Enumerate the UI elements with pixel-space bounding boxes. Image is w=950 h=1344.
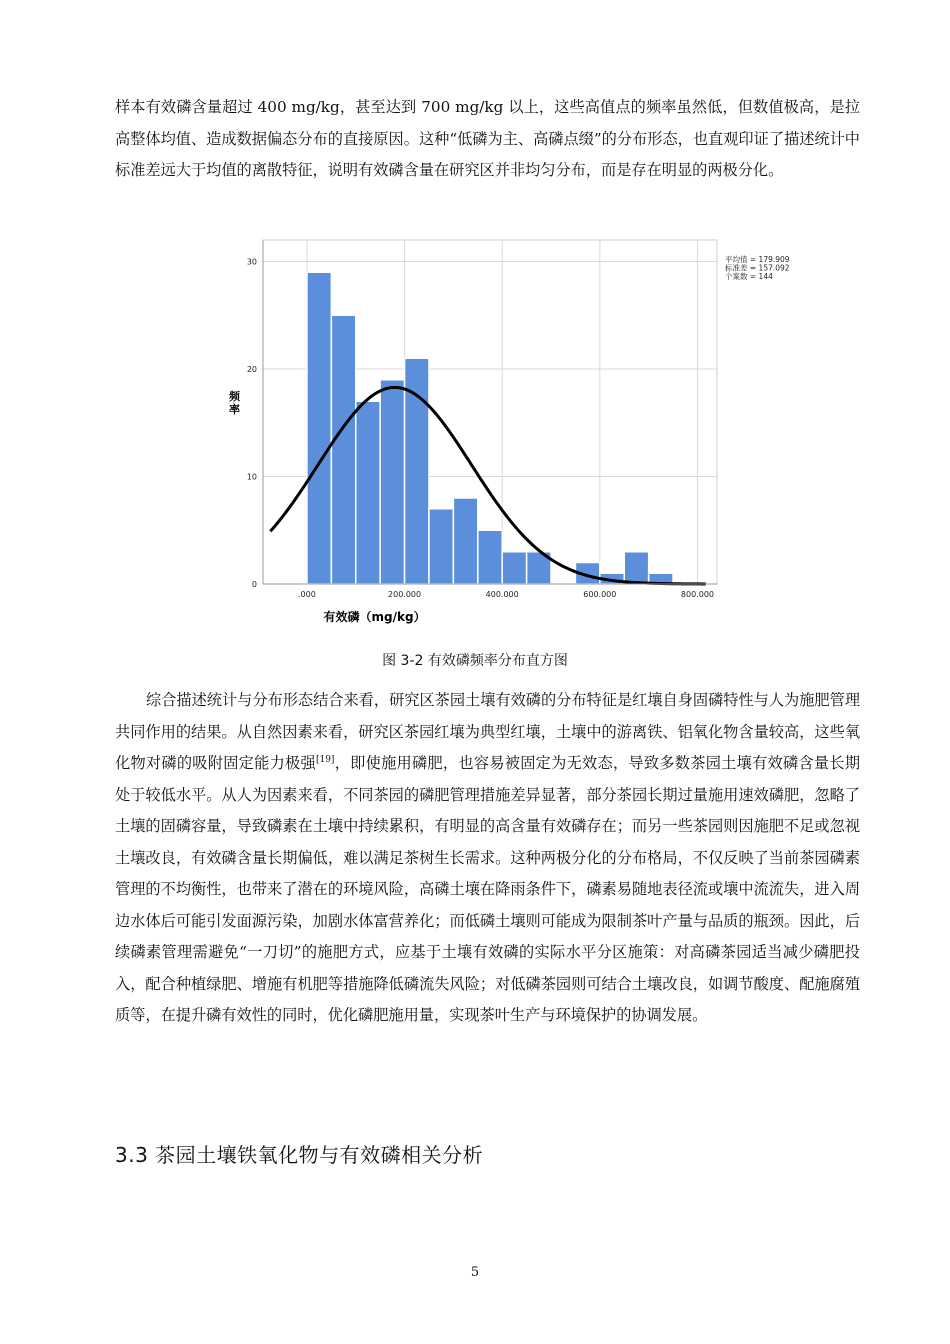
figure-caption: 图 3-2 有效磷频率分布直方图 bbox=[382, 653, 568, 669]
paragraph-2 bbox=[115, 685, 860, 1032]
paragraph-2-part-2: ，即使施用磷肥，也容易被固定为无效态，导致多数茶园土壤有效磷含量长期处于较低水平。从人为因素来看，不同茶园的磷肥管理措施差异显著，部分茶园长期过量施用速效磷肥，忽略了土壤的固磷容量，导致磷素在土壤中持续累积，有明显的高含量有效磷存在；而另一些茶园则因施肥不足或忽视土壤改良，有效磷含量长期偏低，难以满足茶树生长需求。这种两极分化的分布格局，不仅反映了当前茶园磷素管理的不均衡性，也带来了潜在的环境风险，高磷土壤在降雨条件下，磷素易随地表径流或壤中流流失，进入周边水体后可能引发面源污染，加剧水体富营养化；而低磷土壤则可能成为限制茶叶产量与品质的瓶颈。因此，后续磷素管理需避免“一刀切”的施肥方式，应基于土壤有效磷的实际水平分区施策：对高磷茶园适当减少磷肥投入，配合种植绿肥、增施有机肥等措施降低磷流失风险；对低磷茶园则可结合土壤改良，如调节酸度、配施腐殖质等，在提升磷有效性的同时，优化磷肥施用量，实现茶叶生产与环境保护的协调发展。 bbox=[115, 754, 861, 1024]
y-tick-label: 0 bbox=[251, 580, 257, 589]
histogram-bar bbox=[307, 272, 331, 584]
x-tick-label: 200.000 bbox=[388, 590, 422, 599]
citation-19: [19] bbox=[315, 754, 335, 765]
histogram-bar bbox=[453, 498, 477, 584]
paragraph-1: 样本有效磷含量超过 400 mg/kg，甚至达到 700 mg/kg 以上，这些高值点的频率虽然低，但数值极高，是拉高整体均值、造成数据偏态分布的直接原因。这种“低磷为主、高磷点缀”的分布形态，也直观印证了描述统计中标准差远大于均值的离散特征，说明有效磷含量在研究区并非均匀分布，而是存在明显的两极分化。 bbox=[115, 98, 860, 179]
x-tick-label: 600.000 bbox=[583, 590, 617, 599]
legend bbox=[725, 254, 790, 281]
section-heading: 3.3 茶园土壤铁氧化物与有效磷相关分析 bbox=[115, 1143, 484, 1167]
histogram-bar bbox=[356, 401, 380, 584]
histogram-bar bbox=[380, 380, 404, 584]
x-axis-label: 有效磷（mg/kg） bbox=[323, 610, 426, 624]
histogram-chart bbox=[200, 232, 800, 632]
y-tick-label: 30 bbox=[246, 257, 257, 267]
histogram-bar bbox=[624, 552, 648, 584]
y-tick-label: 10 bbox=[246, 472, 257, 482]
histogram-bar bbox=[405, 358, 429, 584]
y-tick-label: 20 bbox=[246, 365, 257, 374]
legend-entry: 标准差 = 157.092 bbox=[725, 263, 790, 273]
x-tick-label: .000 bbox=[298, 590, 316, 599]
histogram-bar bbox=[478, 530, 502, 584]
page-number: 5 bbox=[470, 1265, 480, 1280]
y-axis-label-char: 频 bbox=[229, 390, 240, 403]
x-tick-label: 400.000 bbox=[485, 590, 519, 599]
histogram-bar bbox=[331, 315, 355, 584]
y-axis-label bbox=[229, 389, 241, 416]
paragraph-2-part-1: 综合描述统计与分布形态结合来看，研究区茶园土壤有效磷的分布特征是红壤自身固磷特性与人为施肥管理共同作用的结果。从自然因素来看，研究区茶园红壤为典型红壤，土壤中的游离铁、铝氧化物含量较高，这些氧化物对磷的吸附固定能力极强 bbox=[115, 691, 860, 772]
x-tick-label: 800.000 bbox=[680, 590, 715, 599]
histogram-bar bbox=[429, 509, 453, 584]
legend-entry: 个案数 = 144 bbox=[725, 272, 773, 281]
legend-entry: 平均值 = 179.909 bbox=[725, 255, 790, 264]
histogram-bar bbox=[502, 552, 526, 584]
y-axis-label-char: 率 bbox=[229, 403, 240, 416]
